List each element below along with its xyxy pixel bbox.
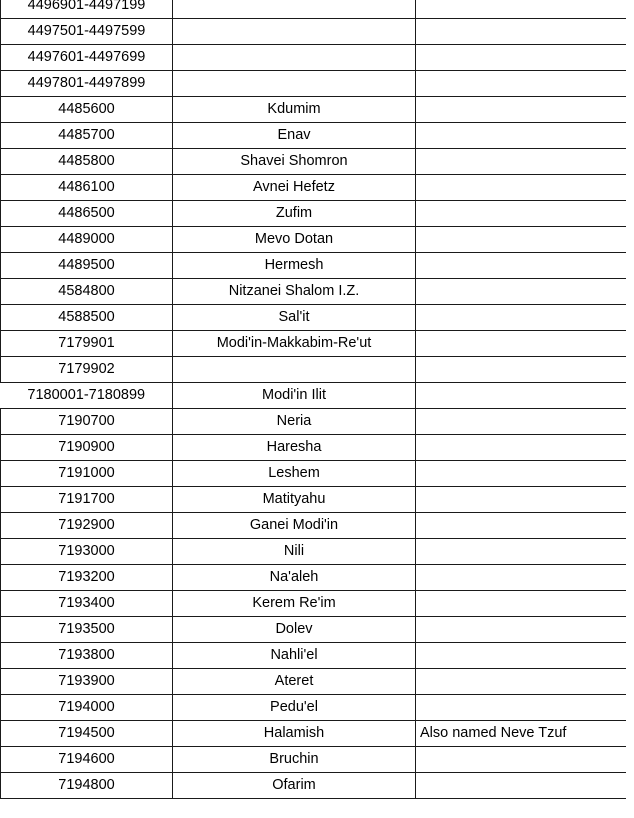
code-cell[interactable]: 7193200: [1, 565, 173, 591]
locality-name-cell[interactable]: Ganei Modi'in: [173, 513, 416, 539]
code-cell[interactable]: 4489000: [1, 227, 173, 253]
note-cell[interactable]: [416, 71, 626, 97]
table-row: [1, 695, 626, 721]
table-row: [1, 643, 626, 669]
code-cell[interactable]: 7194000: [1, 695, 173, 721]
locality-name-cell[interactable]: Mevo Dotan: [173, 227, 416, 253]
code-cell[interactable]: 7190900: [1, 435, 173, 461]
note-cell[interactable]: [416, 253, 626, 279]
locality-name-cell[interactable]: Halamish: [173, 721, 416, 747]
table-row: [1, 227, 626, 253]
locality-name-cell[interactable]: Kerem Re'im: [173, 591, 416, 617]
code-cell[interactable]: 4489500: [1, 253, 173, 279]
table-row: [1, 331, 626, 357]
locality-name-cell[interactable]: Modi'in Ilit: [173, 383, 416, 409]
code-cell[interactable]: 7193000: [1, 539, 173, 565]
code-cell[interactable]: 4485600: [1, 97, 173, 123]
locality-name-cell[interactable]: Matityahu: [173, 487, 416, 513]
note-cell[interactable]: [416, 773, 626, 799]
note-cell[interactable]: [416, 409, 626, 435]
note-cell[interactable]: [416, 513, 626, 539]
table-row: [1, 305, 626, 331]
table-row: [1, 591, 626, 617]
note-cell[interactable]: [416, 175, 626, 201]
code-cell[interactable]: 7194500: [1, 721, 173, 747]
note-cell[interactable]: [416, 279, 626, 305]
locality-name-cell[interactable]: Na'aleh: [173, 565, 416, 591]
locality-name-cell[interactable]: Nitzanei Shalom I.Z.: [173, 279, 416, 305]
table-row: [1, 617, 626, 643]
locality-name-cell[interactable]: Dolev: [173, 617, 416, 643]
table-row: [1, 253, 626, 279]
code-cell[interactable]: 4485700: [1, 123, 173, 149]
code-cell[interactable]: 7191700: [1, 487, 173, 513]
locality-name-cell[interactable]: [173, 71, 416, 97]
table-row: [1, 97, 626, 123]
code-cell[interactable]: 7193800: [1, 643, 173, 669]
code-cell[interactable]: 7194600: [1, 747, 173, 773]
note-cell[interactable]: [416, 383, 626, 409]
locality-name-cell[interactable]: Avnei Hefetz: [173, 175, 416, 201]
note-cell[interactable]: [416, 201, 626, 227]
code-cell[interactable]: 7191000: [1, 461, 173, 487]
table-row: [1, 201, 626, 227]
locality-name-cell[interactable]: Haresha: [173, 435, 416, 461]
table-row: [1, 513, 626, 539]
code-cell[interactable]: 4496901-4497199: [1, 0, 173, 19]
table-body: [1, 0, 626, 799]
code-cell[interactable]: 4497501-4497599: [1, 19, 173, 45]
table-row: [1, 45, 626, 71]
locality-name-cell[interactable]: Pedu'el: [173, 695, 416, 721]
table-row: [1, 565, 626, 591]
locality-name-cell[interactable]: Nahli'el: [173, 643, 416, 669]
note-cell[interactable]: [416, 227, 626, 253]
code-cell[interactable]: 7193500: [1, 617, 173, 643]
table-row: [1, 747, 626, 773]
table-row: [1, 539, 626, 565]
locality-name-cell[interactable]: Enav: [173, 123, 416, 149]
table-row: [1, 773, 626, 799]
note-cell[interactable]: [416, 331, 626, 357]
locality-name-cell[interactable]: Shavei Shomron: [173, 149, 416, 175]
locality-name-cell[interactable]: Hermesh: [173, 253, 416, 279]
table-row: [1, 383, 626, 409]
locality-name-cell[interactable]: [173, 19, 416, 45]
note-cell[interactable]: [416, 45, 626, 71]
code-cell[interactable]: 4584800: [1, 279, 173, 305]
table-row: [1, 669, 626, 695]
note-cell[interactable]: [416, 487, 626, 513]
table-row: [1, 461, 626, 487]
code-cell[interactable]: 7193900: [1, 669, 173, 695]
locality-name-cell[interactable]: Leshem: [173, 461, 416, 487]
code-cell[interactable]: 4485800: [1, 149, 173, 175]
locality-name-cell[interactable]: [173, 357, 416, 383]
note-cell[interactable]: [416, 643, 626, 669]
table-row: [1, 279, 626, 305]
note-cell[interactable]: [416, 123, 626, 149]
note-cell[interactable]: [416, 305, 626, 331]
locality-name-cell[interactable]: [173, 45, 416, 71]
note-cell[interactable]: [416, 461, 626, 487]
code-cell[interactable]: 7179902: [1, 357, 173, 383]
table-row: [1, 721, 626, 747]
note-cell[interactable]: [416, 695, 626, 721]
note-cell[interactable]: [416, 617, 626, 643]
note-cell[interactable]: [416, 19, 626, 45]
table-row: [1, 0, 626, 19]
note-cell[interactable]: [416, 97, 626, 123]
table-row: [1, 357, 626, 383]
note-cell[interactable]: [416, 539, 626, 565]
code-cell[interactable]: 7193400: [1, 591, 173, 617]
table-row: [1, 409, 626, 435]
locality-name-cell[interactable]: Ateret: [173, 669, 416, 695]
note-cell[interactable]: [416, 669, 626, 695]
code-cell[interactable]: 4497801-4497899: [1, 71, 173, 97]
locality-name-cell[interactable]: Kdumim: [173, 97, 416, 123]
code-cell[interactable]: 7194800: [1, 773, 173, 799]
locality-name-cell[interactable]: Modi'in-Makkabim-Re'ut: [173, 331, 416, 357]
note-cell[interactable]: [416, 747, 626, 773]
code-cell[interactable]: 7192900: [1, 513, 173, 539]
table-row: [1, 71, 626, 97]
locality-name-cell[interactable]: Ofarim: [173, 773, 416, 799]
table-row: [1, 175, 626, 201]
table-row: [1, 435, 626, 461]
locality-name-cell[interactable]: Bruchin: [173, 747, 416, 773]
locality-name-cell[interactable]: [173, 0, 416, 19]
code-cell[interactable]: 4486500: [1, 201, 173, 227]
table-row: [1, 487, 626, 513]
note-cell[interactable]: [416, 435, 626, 461]
note-cell[interactable]: [416, 591, 626, 617]
table-row: [1, 19, 626, 45]
note-cell[interactable]: [416, 0, 626, 19]
table-row: [1, 123, 626, 149]
locality-name-cell[interactable]: Zufim: [173, 201, 416, 227]
code-cell[interactable]: 7190700: [1, 409, 173, 435]
code-cell[interactable]: 4486100: [1, 175, 173, 201]
locality-name-cell[interactable]: Neria: [173, 409, 416, 435]
code-cell[interactable]: 7180001-7180899: [1, 383, 173, 409]
code-cell[interactable]: 4497601-4497699: [1, 45, 173, 71]
table-row: [1, 149, 626, 175]
note-cell[interactable]: Also named Neve Tzuf: [416, 721, 626, 747]
note-cell[interactable]: [416, 565, 626, 591]
note-cell[interactable]: [416, 149, 626, 175]
code-cell[interactable]: 4588500: [1, 305, 173, 331]
locality-name-cell[interactable]: Nili: [173, 539, 416, 565]
code-cell[interactable]: 7179901: [1, 331, 173, 357]
note-cell[interactable]: [416, 357, 626, 383]
locality-name-cell[interactable]: Sal'it: [173, 305, 416, 331]
